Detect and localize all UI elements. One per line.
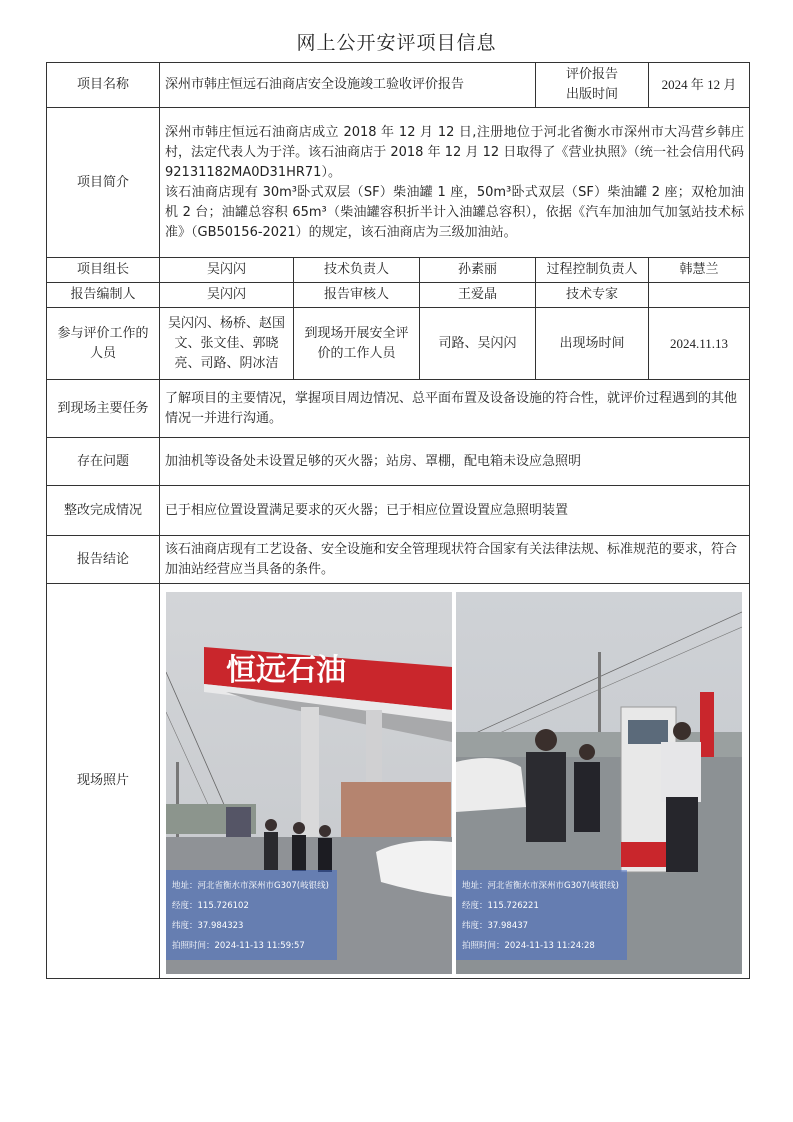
photo-2-address: 地址：河北省衡水市深州市G307(岐银线)	[462, 881, 619, 891]
report-date-label-line1: 评价报告	[566, 67, 619, 82]
leader-label: 项目组长	[47, 258, 160, 283]
process-lead-label: 过程控制负责人	[536, 258, 649, 283]
editor-value: 吴闪闪	[160, 283, 294, 308]
person	[526, 752, 566, 842]
reviewer-value: 王爱晶	[420, 283, 536, 308]
photo-1-address: 地址：河北省衡水市深州市G307(岐银线)	[172, 881, 329, 891]
photos-label: 现场照片	[47, 584, 160, 979]
intro-value	[160, 108, 750, 258]
onsite-time-value: 2024.11.13	[649, 308, 750, 380]
intro-label: 项目简介	[47, 108, 160, 258]
photo-2-time: 拍照时间：2024-11-13 11:24:28	[462, 941, 595, 951]
process-lead-value: 韩慧兰	[649, 258, 750, 283]
participants-value: 吴闪闪、杨桥、赵国文、张文佳、郭晓亮、司路、阴冰洁	[160, 308, 294, 380]
row-rectify	[47, 486, 750, 536]
row-conclusion	[47, 536, 750, 584]
person	[318, 838, 332, 872]
person-head	[319, 825, 331, 837]
intro-paragraph-1: 深州市韩庄恒远石油商店成立 2018 年 12 月 12 日,注册地位于河北省衡水市深州市大冯营乡韩庄村，法定代表人为于洋。该石油商店于 2018 年 12 月 12 日取得了《营业执照》（统一社会信用代码 92131182MA0D31HR71）。	[165, 124, 745, 180]
onsite-staff-label: 到现场开展安全评价的工作人员	[294, 308, 420, 380]
rectify-label: 整改完成情况	[47, 486, 160, 536]
project-name-label: 项目名称	[47, 63, 160, 108]
photo-1-latitude: 纬度：37.984323	[172, 921, 244, 931]
site-photo-2	[456, 592, 742, 974]
page-title: 网上公开安评项目信息	[296, 32, 497, 54]
canopy-sign-text: 恒远石油	[226, 653, 346, 688]
banner	[700, 692, 714, 762]
photos-container	[164, 590, 745, 972]
row-issues	[47, 438, 750, 486]
building	[341, 782, 451, 842]
row-participants	[47, 308, 750, 380]
photo-2-longitude: 经度：115.726221	[462, 901, 539, 911]
row-task	[47, 380, 750, 438]
row-project-name	[47, 63, 750, 108]
person-legs	[666, 797, 698, 872]
person-head	[265, 819, 277, 831]
person-head	[579, 744, 595, 760]
expert-value	[649, 283, 750, 308]
conclusion-value: 该石油商店现有工艺设备、安全设施和安全管理现状符合国家有关法律法规、标准规范的要求，符合加油站经营应当具备的条件。	[160, 536, 750, 584]
person-head	[535, 729, 557, 751]
person	[661, 742, 701, 802]
white-car	[456, 758, 526, 812]
expert-label: 技术专家	[536, 283, 649, 308]
participants-label: 参与评价工作的人员	[47, 308, 160, 380]
reviewer-label: 报告审核人	[294, 283, 420, 308]
issues-label: 存在问题	[47, 438, 160, 486]
photos-cell	[160, 584, 750, 979]
tech-lead-value: 孙素丽	[420, 258, 536, 283]
conclusion-label: 报告结论	[47, 536, 160, 584]
person	[264, 832, 278, 870]
photo-1-time: 拍照时间：2024-11-13 11:59:57	[172, 941, 305, 951]
onsite-time-label: 出现场时间	[536, 308, 649, 380]
project-info-table	[46, 62, 750, 979]
truck	[226, 807, 251, 837]
task-label: 到现场主要任务	[47, 380, 160, 438]
person-head	[293, 822, 305, 834]
row-intro	[47, 108, 750, 258]
row-team-2	[47, 283, 750, 308]
editor-label: 报告编制人	[47, 283, 160, 308]
leader-value: 吴闪闪	[160, 258, 294, 283]
dispenser-display	[628, 720, 668, 744]
photo-2-latitude: 纬度：37.98437	[462, 921, 529, 931]
site-photo-1	[166, 592, 452, 974]
task-value: 了解项目的主要情况，掌握项目周边情况、总平面布置及设备设施的符合性，就评价过程遇到的其他情况一并进行沟通。	[160, 380, 750, 438]
tech-lead-label: 技术负责人	[294, 258, 420, 283]
row-photos	[47, 584, 750, 979]
person-head	[673, 722, 691, 740]
project-name-value: 深州市韩庄恒远石油商店安全设施竣工验收评价报告	[160, 63, 536, 108]
photo-2-overlay	[456, 870, 627, 960]
report-date-label-line2: 出版时间	[566, 87, 619, 102]
row-team-1	[47, 258, 750, 283]
photo-1-overlay	[166, 870, 337, 960]
photo-1-longitude: 经度：115.726102	[172, 901, 249, 911]
person	[574, 762, 600, 832]
issues-value: 加油机等设备处未设置足够的灭火器；站房、罩棚，配电箱未设应急照明	[160, 438, 750, 486]
report-date-value: 2024 年 12 月	[649, 63, 750, 108]
intro-paragraph-2: 该石油商店现有 30m³卧式双层（SF）柴油罐 1 座，50m³卧式双层（SF）柴油罐 2 座；双枪加油机 2 台；油罐总容积 65m³（柴油罐容积折半计入油罐总容积），依据《汽车加油加气加氢站技术标准》（GB50156-2021）的规定，该石油商店为三级加油站。	[165, 184, 745, 240]
rectify-value: 已于相应位置设置满足要求的灭火器；已于相应位置设置应急照明装置	[160, 486, 750, 536]
person	[292, 835, 306, 871]
report-date-label	[536, 63, 649, 108]
onsite-staff-value: 司路、吴闪闪	[420, 308, 536, 380]
